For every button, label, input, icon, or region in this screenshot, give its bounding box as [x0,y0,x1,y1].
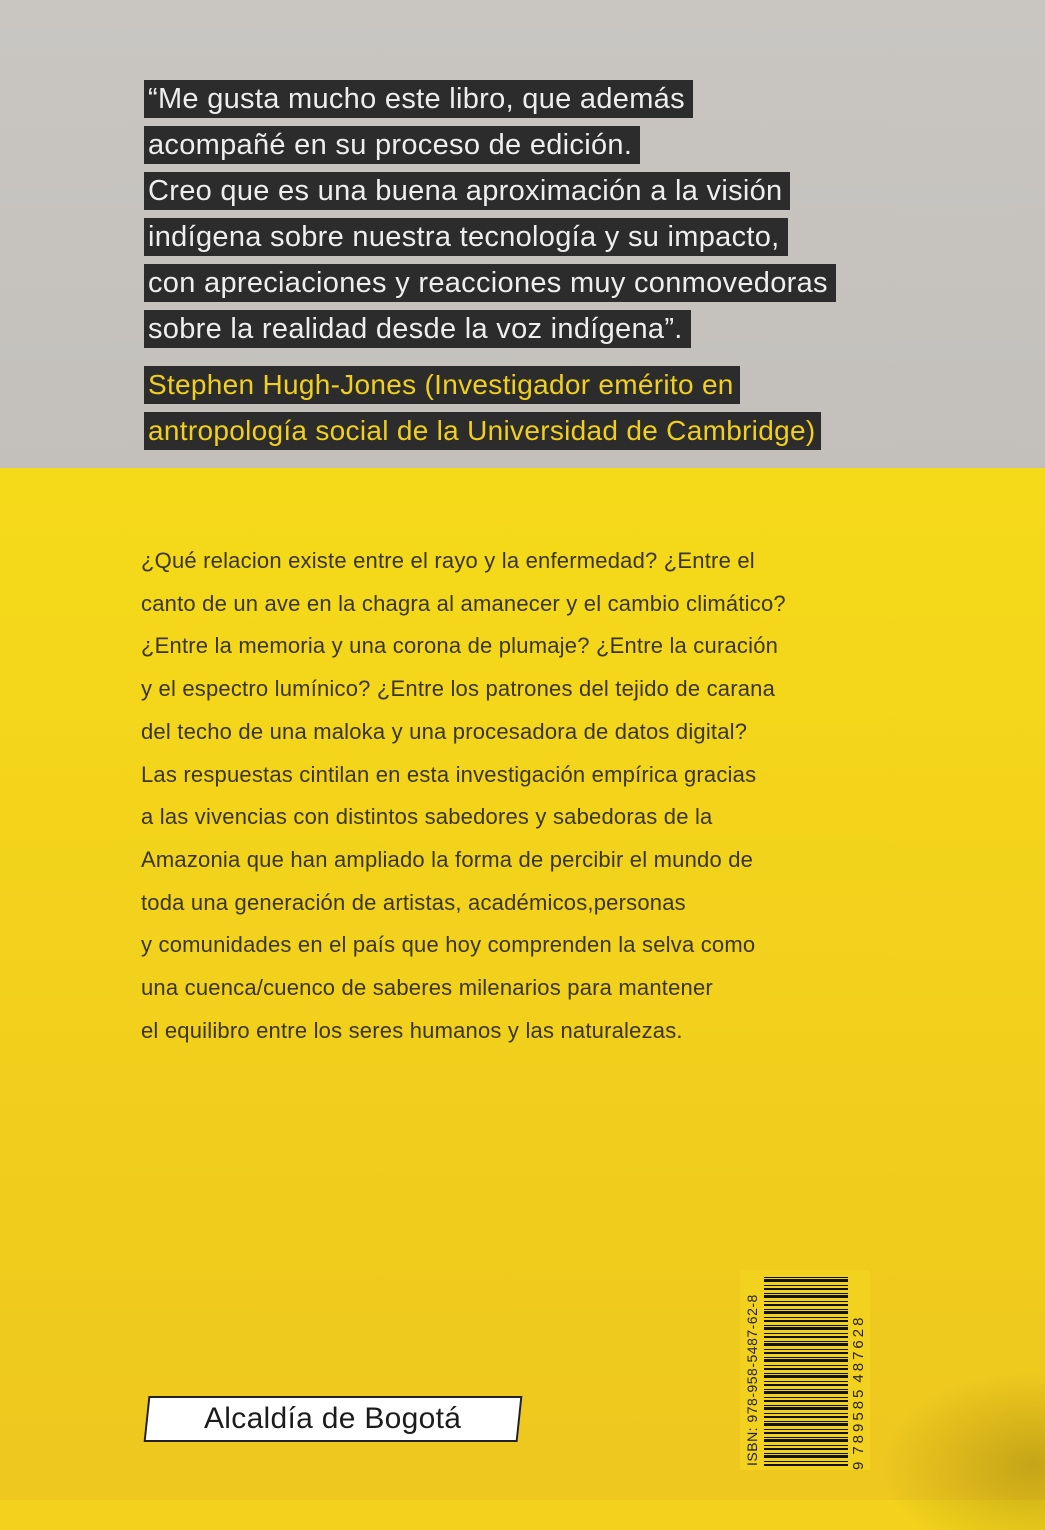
barcode-digit-group: 9 [850,1458,867,1470]
isbn-label: ISBN: 978-958-5487-62-8 [744,1294,760,1466]
blurb-line: canto de un ave en la chagra al amanecer y el cambio climático? [141,590,786,616]
quote-line: con apreciaciones y reacciones muy conmovedoras [144,264,836,302]
publisher-name: Alcaldía de Bogotá [204,1402,462,1435]
blurb-line: Las respuestas cintilan en esta investigación empírica gracias [141,761,757,787]
blurb-line: toda una generación de artistas, académicos,personas [141,889,686,915]
blurb-line: Amazonia que han ampliado la forma de percibir el mundo de [141,846,754,872]
quote-line: acompañé en su proceso de edición. [144,126,640,164]
blurb-line: y comunidades en el país que hoy comprenden la selva como [141,932,756,958]
blurb-line: ¿Qué relacion existe entre el rayo y la enfermedad? ¿Entre el [141,548,755,573]
photo-shadow [880,1370,1045,1530]
quote-attribution [144,366,904,458]
barcode-bars [764,1274,848,1466]
barcode-digit-group: 487628 [850,1314,867,1383]
quote-line: “Me gusta mucho este libro, que además [144,80,693,118]
blurb-line: ¿Entre la memoria y una corona de plumaje? ¿Entre la curación [141,633,779,659]
attribution-line: antropología social de la Universidad de Cambridge) [144,412,821,450]
blurb-line: el equilibro entre los seres humanos y las naturalezas. [141,1017,683,1043]
blurb-line: a las vivencias con distintos sabedores y sabedoras de la [141,804,713,830]
barcode-digit-group: 789585 [850,1386,867,1455]
isbn-barcode [740,1270,870,1470]
barcode-digits [850,1270,867,1470]
blurb-line: una cuenca/cuenco de saberes milenarios para mantener [141,975,713,1001]
endorsement-quote [144,80,904,356]
attribution-line: Stephen Hugh-Jones (Investigador emérito en [144,366,740,404]
blurb-line: del techo de una maloka y una procesadora de datos digital? [141,718,748,744]
publisher-logo [144,1396,523,1442]
quote-line: Creo que es una buena aproximación a la visión [144,172,790,210]
back-cover-blurb [141,540,901,1052]
quote-line: indígena sobre nuestra tecnología y su impacto, [144,218,788,256]
blurb-line: y el espectro lumínico? ¿Entre los patrones del tejido de carana [141,676,776,702]
quote-line: sobre la realidad desde la voz indígena”. [144,310,691,348]
